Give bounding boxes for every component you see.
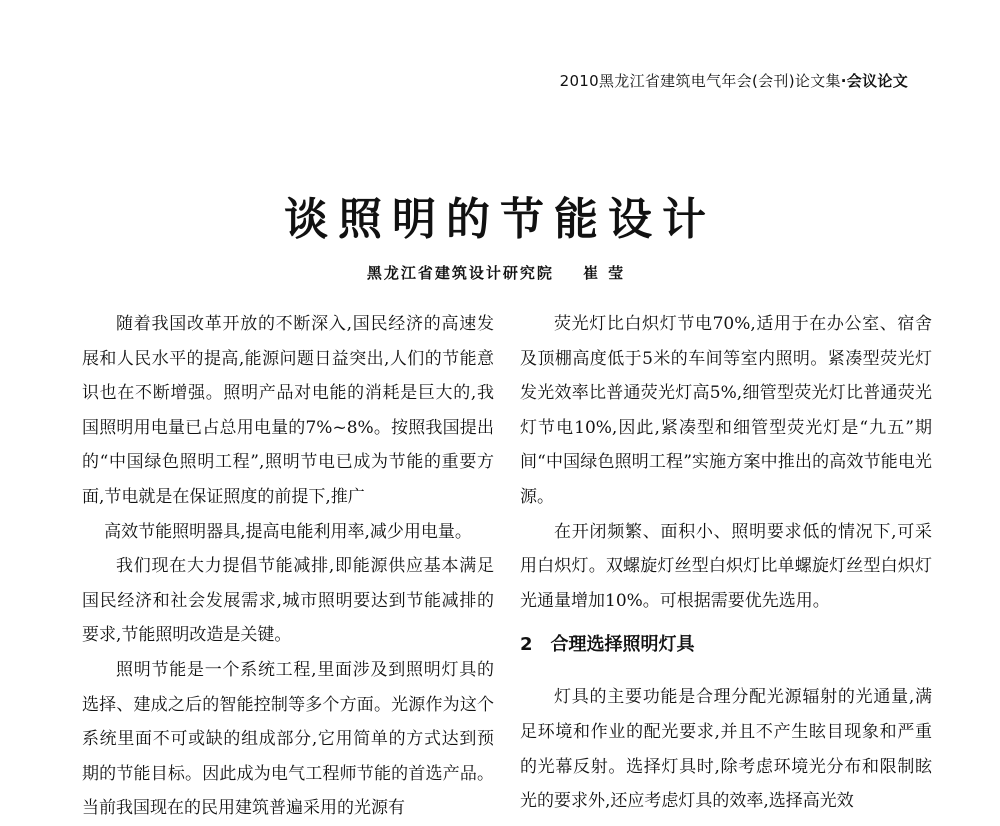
right-paragraph-1: 荧光灯比白炽灯节电70%,适用于在办公室、宿舍及顶棚高度低于5米的车间等室内照明。紧凑型荧光灯发光效率比普通荧光灯高5%,细管型荧光灯比普通荧光灯节电10%,因此,紧凑型和细管型荧光灯是“九五”期间“中国绿色照明工程”实施方案中推出的高效节能电光源。	[520, 314, 932, 507]
right-column	[520, 307, 932, 819]
left-column	[82, 307, 494, 826]
section-title: 合理选择照明灯具	[550, 634, 695, 656]
byline	[0, 262, 1000, 283]
left-paragraph-2: 我们现在大力提倡节能减排,即能源供应基本满足国民经济和社会发展需求,城市照明要达到节能减排的要求,节能照明改造是关键。	[82, 556, 494, 646]
running-header	[560, 70, 908, 91]
section-heading	[520, 628, 932, 662]
left-paragraph-1-end: 高效节能照明器具,提高电能利用率,减少用电量。	[104, 521, 472, 542]
paper-title: 谈照明的节能设计	[284, 194, 716, 245]
left-paragraph-3: 照明节能是一个系统工程,里面涉及到照明灯具的选择、建成之后的智能控制等多个方面。光源作为这个系统里面不可或缺的组成部分,它用简单的方式达到预期的节能目标。因此成为电气工程师节能的首选产品。当前我国现在的民用建筑普遍采用的光源有	[82, 659, 494, 819]
section-number: 2	[520, 634, 533, 656]
journal-name: 2010黑龙江省建筑电气年会(会刊)论文集	[559, 72, 841, 90]
author-name: 崔莹	[583, 264, 634, 282]
affiliation: 黑龙江省建筑设计研究院	[366, 264, 554, 282]
right-paragraph-2: 在开闭频繁、面积小、照明要求低的情况下,可采用白炽灯。双螺旋灯丝型白炽灯比单螺旋灯丝型白炽灯光通量增加10%。可根据需要优先选用。	[520, 521, 932, 611]
right-paragraph-3: 灯具的主要功能是合理分配光源辐射的光通量,满足环境和作业的配光要求,并且不产生眩目现象和严重的光幕反射。选择灯具时,除考虑环境光分布和限制眩光的要求外,还应考虑灯具的效率,选择高光效	[520, 687, 932, 812]
left-paragraph-1: 随着我国改革开放的不断深入,国民经济的高速发展和人民水平的提高,能源问题日益突出,人们的节能意识也在不断增强。照明产品对电能的消耗是巨大的,我国照明用电量已占总用电量的7%~8%。按照我国提出的“中国绿色照明工程”,照明节电已成为节能的重要方面,节电就是在保证照度的前提下,推广	[82, 314, 494, 507]
header-separator: ·	[840, 72, 847, 90]
paper-category: 会议论文	[846, 72, 908, 90]
